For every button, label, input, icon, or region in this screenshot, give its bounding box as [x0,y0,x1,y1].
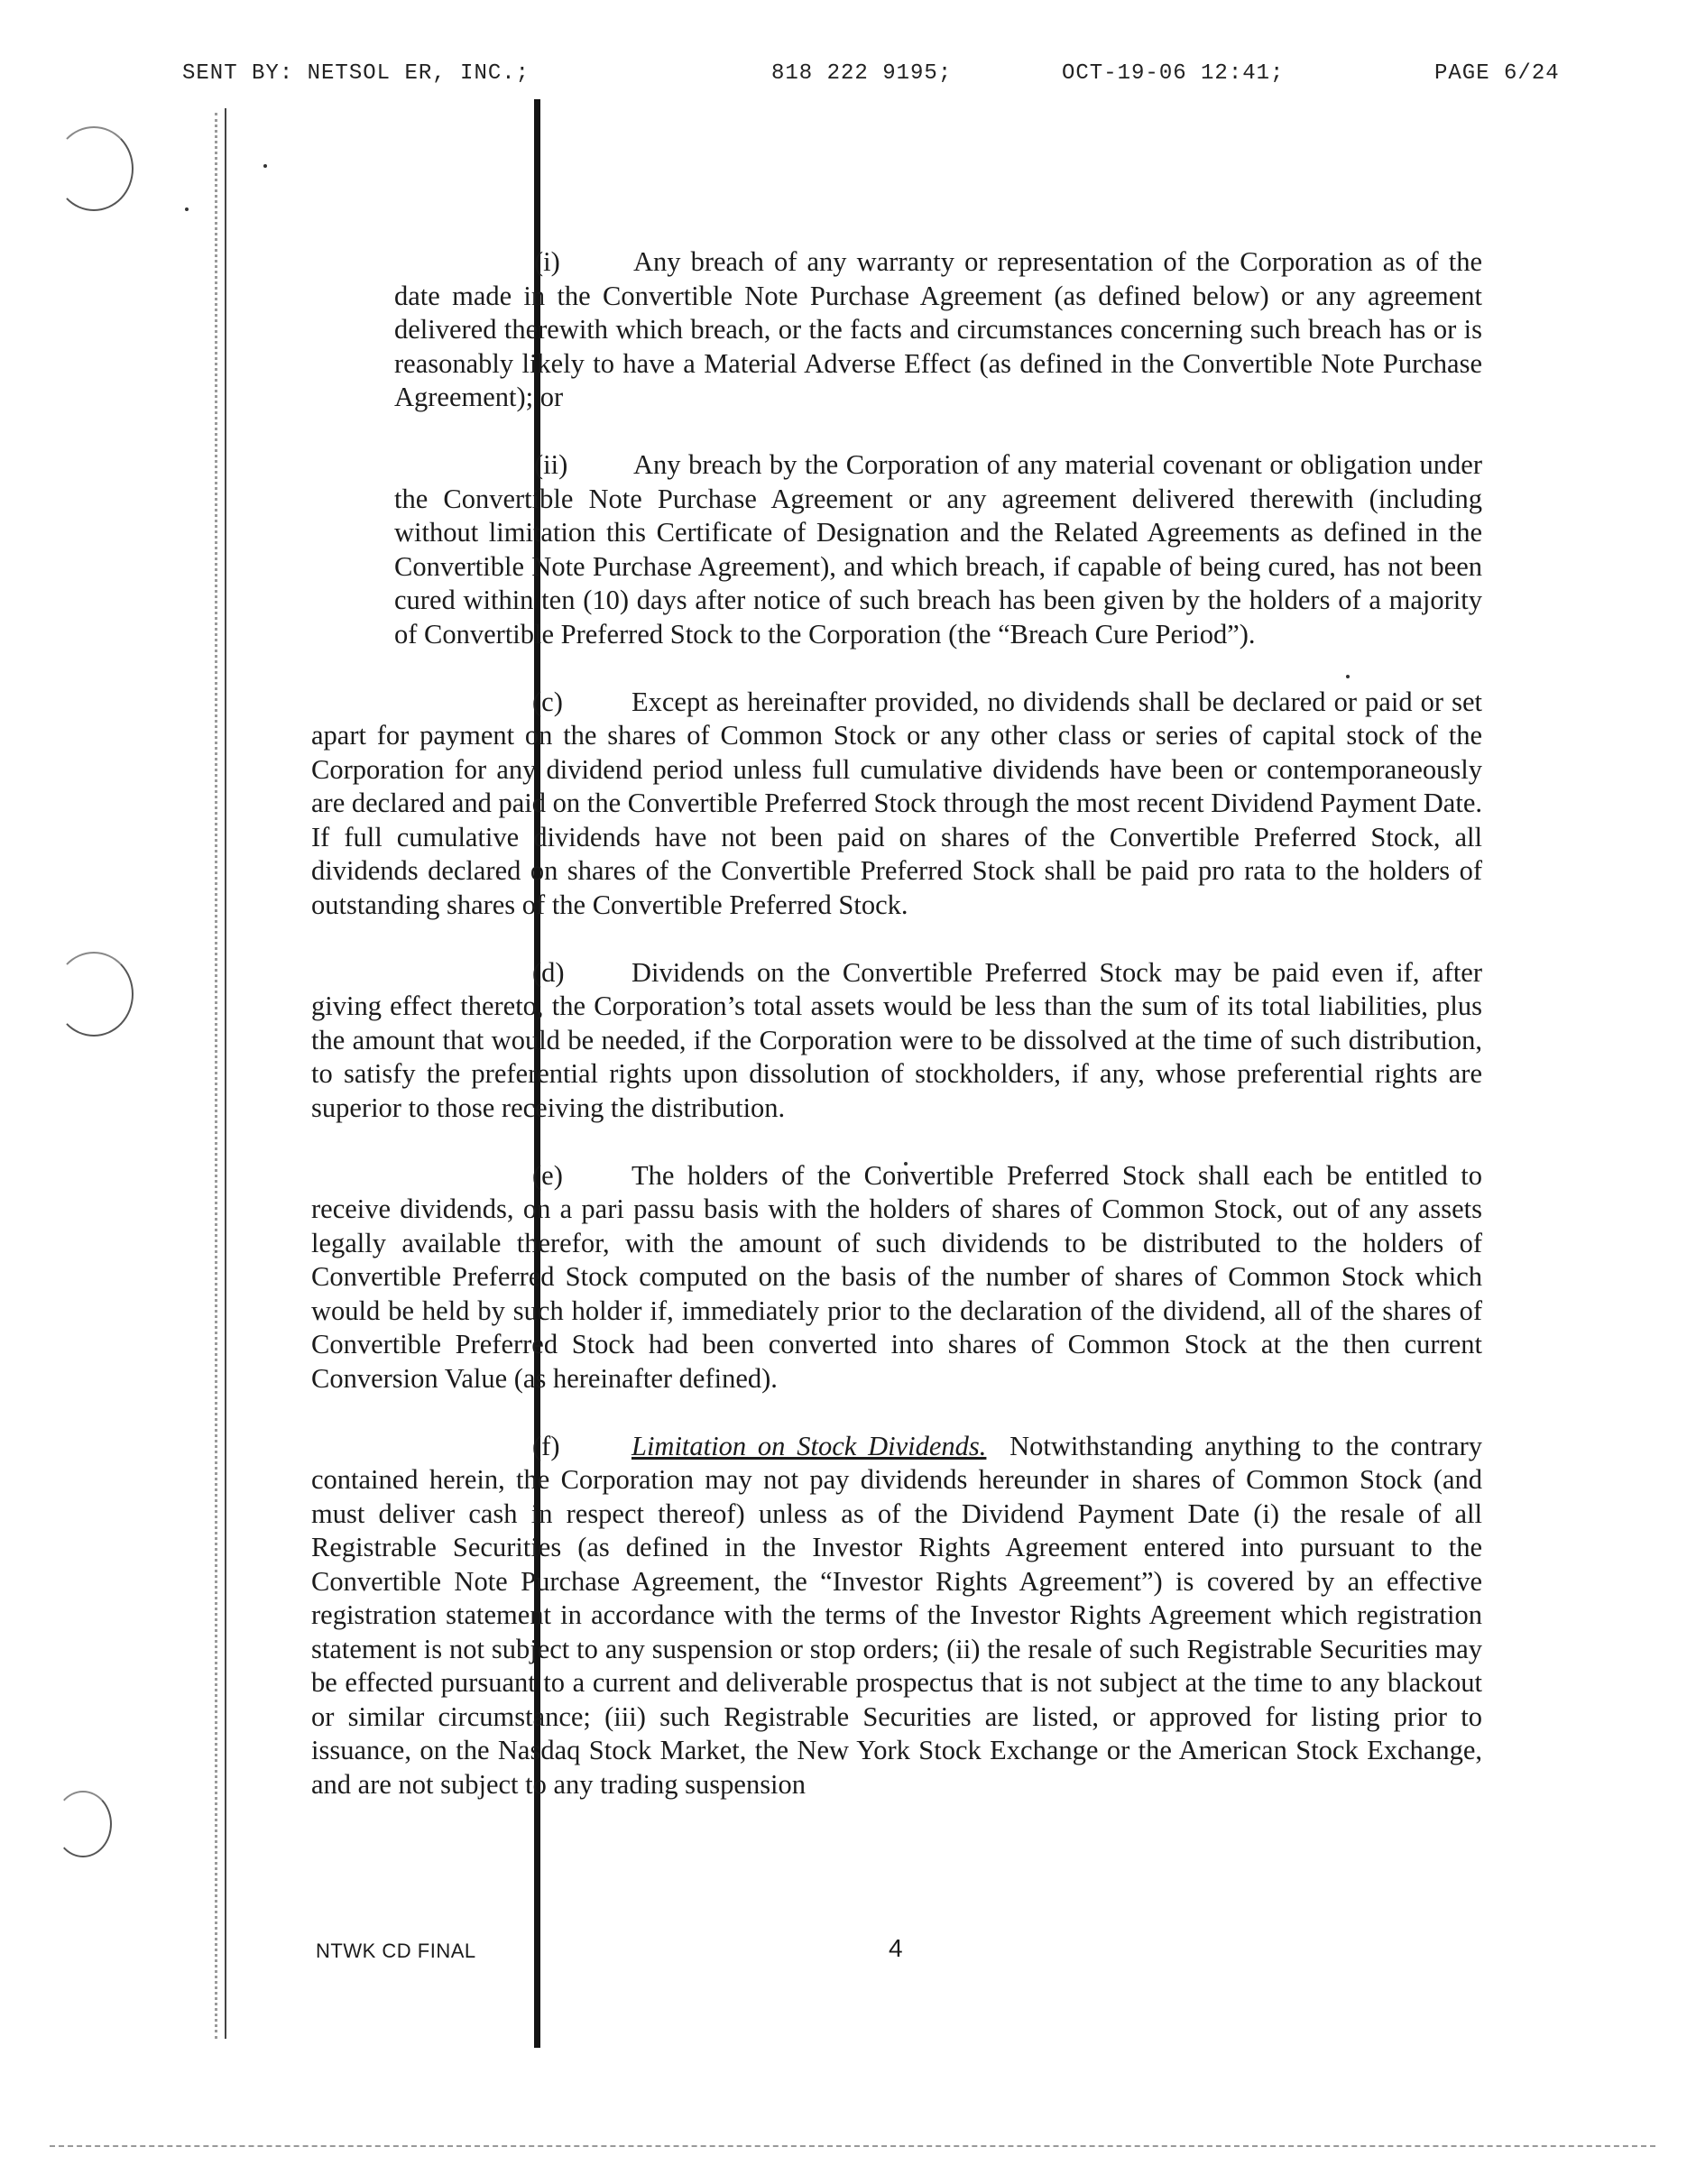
paragraph-text: The holders of the Convertible Preferred Stock shall each be entitled to receive dividends, on a pari passu basis with the holders of shares of Common Stock, out of any assets legally available therefor, with the amount of such dividends to be distributed to the holders of Convertible Preferred Stock computed on the basis of the number of shares of Common Stock which would be held by such holder if, immediately prior to the declaration of the dividend, all of the shares of Convertible Preferred Stock had been converted into shares of Common Stock at the then current Conversion Value (as hereinafter defined). [311,1159,1482,1394]
fax-phone-number: 818 222 9195; [771,61,953,86]
paragraph-text: Dividends on the Convertible Preferred Stock may be paid even if, after giving effect thereto, the Corporation’s total assets would be less than the sum of its total liabilities, plus the amount that would be needed, if the Corporation were to be dissolved at the time of such distribution, to satisfy the preferential rights upon dissolution of stockholders, if any, whose preferential rights are superior to those receiving the distribution. [311,956,1482,1123]
fax-page-count: PAGE 6/24 [1434,61,1560,86]
paragraph-c [311,686,1482,923]
paragraph-marker: (f) [532,1430,560,1461]
scan-speck [185,207,189,211]
paragraph-marker: (e) [532,1159,563,1191]
punch-hole-top [54,126,134,211]
document-code: NTWK CD FINAL [316,1940,476,1962]
paragraph-e [311,1159,1482,1396]
paragraph-i [394,245,1482,415]
scan-edge-line [225,108,226,2039]
fax-sender: SENT BY: NETSOL ER, INC.; [182,61,530,86]
scan-edge-dotted-line [215,113,217,2039]
paragraph-text: Any breach of any warranty or representation of the Corporation as of the date made in the Convertible Note Purchase Agreement (as defined below) or any agreement delivered therewith which breach, or the facts and circumstances concerning such breach has or is reasonably likely to have a Material Adverse Effect (as defined in the Convertible Note Purchase Agreement); or [394,246,1482,412]
paragraph-text: Notwithstanding anything to the contrary contained herein, the Corporation may not pay dividends hereunder in shares of Common Stock (and must deliver cash in respect thereof) unless as of the Dividend Payment Date (i) the resale of all Registrable Securities (as defined in the Investor Rights Agreement entered into pursuant to the Convertible Note Purchase Agreement, the “Investor Rights Agreement”) is covered by an effective registration statement in accordance with the terms of the Investor Rights Agreement which registration statement is not subject to any suspension or stop orders; (ii) the resale of such Registrable Securities may be effected pursuant to a current and deliverable prospectus that is not subject at the time to any blackout or similar circumstance; (iii) such Registrable Securities are listed, or approved for listing prior to issuance, on the Nasdaq Stock Market, the New York Stock Exchange or the American Stock Exchange, and are not subject to any trading suspension [311,1430,1483,1800]
paragraph-heading: Limitation on Stock Dividends. [631,1430,987,1461]
paragraph-marker: (c) [532,686,563,717]
punch-hole-bottom [54,1791,112,1857]
page-number: 4 [889,1934,903,1962]
fax-header [0,61,1687,97]
fax-datetime: OCT-19-06 12:41; [1062,61,1285,86]
paragraph-marker: (ii) [534,449,568,480]
paragraph-d [311,956,1482,1126]
punch-hole-middle [54,952,134,1037]
paragraph-text: Any breach by the Corporation of any material covenant or obligation under the Convertible Note Purchase Agreement or any agreement delivered therewith (including without limitation this Certificate of Designation and the Related Agreements as defined in the Convertible Note Purchase Agreement), and which breach, if capable of being cured, has not been cured within ten (10) days after notice of such breach has been given by the holders of a majority of Convertible Preferred Stock to the Corporation (the “Breach Cure Period”). [394,449,1482,650]
scan-speck [263,164,267,168]
document-body [311,245,1482,1802]
paragraph-f [311,1430,1482,1802]
paragraph-text: Except as hereinafter provided, no dividends shall be declared or paid or set apart for payment on the shares of Common Stock or any other class or series of capital stock of the Corporation for any dividend period unless full cumulative dividends have been or contemporaneously are declared and paid on the Convertible Preferred Stock through the most recent Dividend Payment Date. If full cumulative dividends have not been paid on shares of the Convertible Preferred Stock, all dividends declared on shares of the Convertible Preferred Stock shall be paid pro rata to the holders of outstanding shares of the Convertible Preferred Stock. [311,686,1482,920]
paragraph-ii [394,448,1482,651]
paragraph-marker: (i) [534,246,560,277]
paragraph-marker: (d) [532,956,565,988]
scan-bottom-edge [50,2145,1655,2147]
